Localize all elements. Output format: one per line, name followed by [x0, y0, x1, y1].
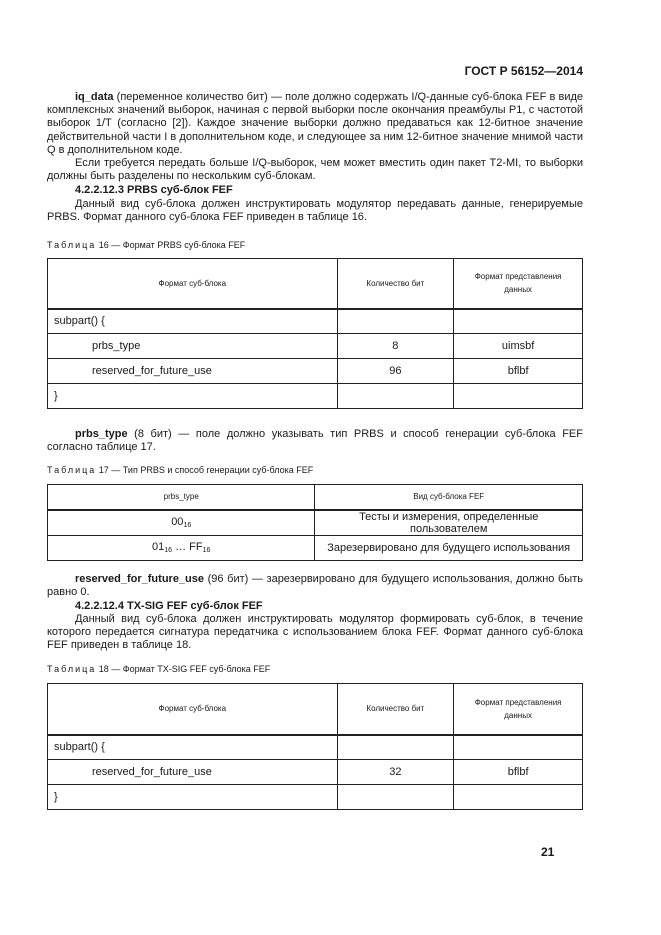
- cell: }: [48, 384, 338, 409]
- document-header: ГОСТ Р 56152—2014: [464, 64, 583, 78]
- value: … FF: [172, 541, 203, 553]
- paragraph: Данный вид суб-блока должен инструктировать модулятор формировать суб-блок, в течение которого передается сигнатура передатчика с использованием блока FEF. Формат данного суб-блока FEF приведен в таблице 18.: [47, 613, 583, 652]
- caption-word: Таблица: [47, 240, 97, 250]
- cell: prbs_type: [48, 334, 338, 359]
- paragraph-text: (8 бит) — поле должно указывать тип PRBS и способ генерации суб-блока FEF согласно таблице 17.: [47, 428, 583, 454]
- paragraph-text: (96 бит) — зарезервировано для будущего использования, должно быть равно 0.: [47, 573, 583, 599]
- header-cell: Формат представления данных: [454, 684, 583, 735]
- cell: [337, 785, 454, 810]
- header-cell: Количество бит: [337, 684, 454, 735]
- subscript: 16: [164, 547, 173, 554]
- header-cell: Формат представления данных: [454, 259, 583, 309]
- cell: reserved_for_future_use: [48, 359, 338, 384]
- subscript: 16: [183, 522, 192, 529]
- caption-text: 16 — Формат PRBS суб-блока FEF: [96, 240, 246, 250]
- cell: bflbf: [454, 760, 583, 785]
- subscript: 16: [202, 547, 211, 554]
- cell: [454, 384, 583, 409]
- cell: 96: [337, 359, 454, 384]
- header-cell: Формат суб-блока: [48, 684, 338, 735]
- table-row: [48, 309, 583, 334]
- table-row: [48, 760, 583, 785]
- paragraph-text: (переменное количество бит) — поле должно содержать I/Q-данные суб-блока FEF в виде комплексных значений выборок, начиная с первой выборки после окончания преамбулы P1, с частотой выборок 1/T (согласно [2]). Каждое значение выборки должно предаваться как 12-битное значение действительной части I в дополнительном коде, и следующее за ним 12-битное значение мнимой части Q в дополнительном коде.: [47, 91, 583, 156]
- cell: }: [48, 785, 338, 810]
- header-cell: Вид суб-блока FEF: [315, 485, 583, 510]
- table-header-row: [48, 485, 583, 510]
- cell: 32: [337, 760, 454, 785]
- table-18: [47, 683, 583, 810]
- table-row: [48, 384, 583, 409]
- term: reserved_for_future_use: [75, 573, 205, 585]
- paragraph-iq-data: [47, 91, 583, 157]
- paragraph-reserved: [47, 573, 583, 599]
- table-header-row: [48, 684, 583, 735]
- caption-text: 17 — Тип PRBS и способ генерации суб-блока FEF: [96, 465, 314, 475]
- table-row: [48, 334, 583, 359]
- cell: [454, 309, 583, 334]
- cell: [337, 735, 454, 760]
- term: iq_data: [75, 91, 114, 103]
- table-17: [47, 484, 583, 561]
- caption-word: Таблица: [47, 465, 97, 475]
- caption-word: Таблица: [47, 664, 97, 674]
- table-row: [48, 785, 583, 810]
- cell: [454, 735, 583, 760]
- table-row: [48, 535, 583, 560]
- cell: bflbf: [454, 359, 583, 384]
- cell: Зарезервировано для будущего использования: [315, 535, 583, 560]
- table-row: [48, 735, 583, 760]
- caption-text: 18 — Формат TX-SIG FEF суб-блока FEF: [96, 664, 271, 674]
- value: 00: [171, 516, 184, 528]
- header-cell: Формат суб-блока: [48, 259, 338, 309]
- section-heading: 4.2.2.12.4 TX-SIG FEF суб-блок FEF: [75, 600, 263, 612]
- cell: subpart() {: [48, 735, 338, 760]
- cell: reserved_for_future_use: [48, 760, 338, 785]
- table-caption: [47, 465, 313, 475]
- cell: [337, 309, 454, 334]
- cell: Тесты и измерения, определенные пользователем: [315, 510, 583, 536]
- page-number: 21: [541, 845, 555, 859]
- table-row: [48, 359, 583, 384]
- header-cell: prbs_type: [48, 485, 315, 510]
- paragraph: Если требуется передать больше I/Q-выборок, чем может вместить один пакет T2-MI, то выборки должны быть разделены по нескольким суб-блокам.: [47, 157, 583, 183]
- paragraph-prbs-type: [47, 428, 583, 454]
- header-cell: Количество бит: [337, 259, 454, 309]
- cell: [48, 510, 315, 536]
- table-16: [47, 258, 583, 409]
- section-heading: 4.2.2.12.3 PRBS суб-блок FEF: [75, 184, 233, 196]
- value: 01: [152, 541, 165, 553]
- table-header-row: [48, 259, 583, 309]
- cell: [337, 384, 454, 409]
- table-row: [48, 510, 583, 536]
- cell: subpart() {: [48, 309, 338, 334]
- cell: [48, 535, 315, 560]
- table-caption: [47, 664, 270, 674]
- paragraph: Данный вид суб-блока должен инструктировать модулятор передавать данные, генерируемые PRBS. Формат данного суб-блока FEF приведен в таблице 16.: [47, 198, 583, 224]
- cell: [454, 785, 583, 810]
- term: prbs_type: [75, 428, 128, 440]
- cell: 8: [337, 334, 454, 359]
- table-caption: [47, 240, 245, 250]
- cell: uimsbf: [454, 334, 583, 359]
